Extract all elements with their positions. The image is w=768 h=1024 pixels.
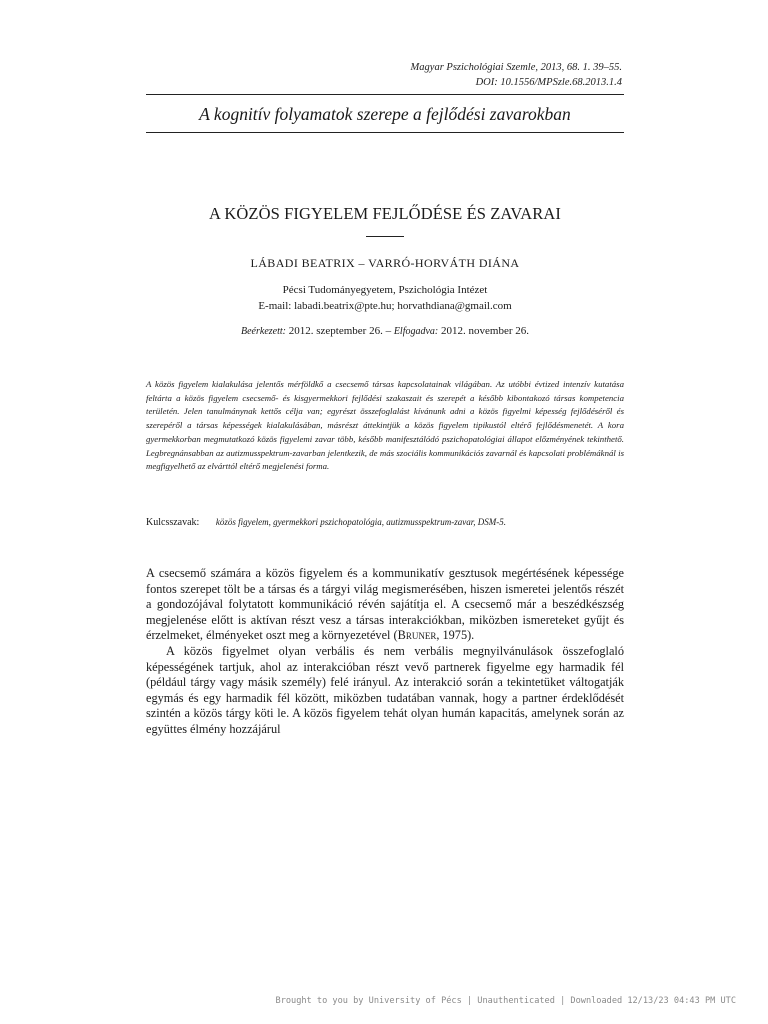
affiliation: Pécsi Tudományegyetem, Pszichológia Intézet <box>282 284 488 296</box>
header-rule-top <box>146 94 624 95</box>
keywords-values: közös figyelem, gyermekkori pszichopatológia, autizmusspektrum-zavar, DSM-5. <box>215 517 507 527</box>
article-title: A KÖZÖS FIGYELEM FEJLŐDÉSE ÉS ZAVARAI <box>209 204 561 223</box>
journal-citation <box>411 60 622 90</box>
author-names: LÁBADI BEATRIX – VARRÓ-HORVÁTH DIÁNA <box>250 256 520 270</box>
received-label: Beérkezett: <box>241 326 286 337</box>
header-rule-bottom <box>146 132 624 133</box>
keywords-label: Kulcsszavak: <box>146 517 200 528</box>
citation-line: Magyar Pszichológiai Szemle, 2013, 68. 1. 39–55. <box>410 62 622 73</box>
citation-author: Bruner <box>397 628 437 643</box>
keywords <box>146 515 624 530</box>
author-email: E-mail: labadi.beatrix@pte.hu; horvathdiana@gmail.com <box>258 300 512 312</box>
body-paragraph-1 <box>146 566 624 644</box>
paragraph-1-text: A csecsemő számára a közös figyelem és a kommunikatív gesztusok megértésének képessége fontos szerepet tölt be a társas és a tárgyi világ megismerésében, hiszen ismeretei jelentős részét a gondozójával folytatott kommunikáció révén sajátítja el. A csecsemő már a beszédkészség megjelenése előtt is aktívan részt vesz a társas interakciókban, miközben ismereteket gyűjt és érzelmeket, élményeket oszt meg a környezetével ( <box>146 566 624 643</box>
body-paragraph-2: A közös figyelmet olyan verbális és nem verbális megnyilvánulások összefoglaló képességének tartjuk, ahol az interakcióban részt vevő partnerek figyelme egy harmadik fél (például tárgy vagy másik személy) felé irányul. Az interakció során a tekintetüket váltogatják egymás és egy harmadik fél között, miközben tudatában vannak, hogy a partner érdeklődését szintén a közös tárgy köti le. A közös figyelem tehát olyan humán kapacitás, amelynek során az együttes élmény hozzájárul <box>146 643 624 736</box>
body-text <box>146 566 624 738</box>
accepted-label: Elfogadva: <box>393 326 439 337</box>
abstract: A közös figyelem kialakulása jelentős mérföldkő a csecsemő társas kapcsolatainak világában. Az utóbbi évtized intenzív kutatása feltárta a közös figyelem csecsemő- és kisgyermekkori fejlődési szakaszait és szerepét a később kibontakozó társas kompetencia területén. Jelen tanulmánynak kettős célja van; egyrészt összefoglalást kívánunk adni a közös figyelmi képesség fejlődéséről és szerepéről a társas képességek kialakulásában, másrészt áttekintjük a közös figyelem tipikustól eltérő fejlődésmenetét. A kora gyermekkorban megmutatkozó közös figyelemi zavar több, később manifesztálódó pszichopatológiai állapot előzményének tekinthető. Legbregnánsabban az autizmusspektrum-zavarban jelentkezik, de más szociális kommunikációs zavarnál és kapcsolati problémáknál is megfigyelhető az elvárttól eltérő megjelenési forma. <box>146 379 624 472</box>
download-footer: Brought to you by University of Pécs | Unauthenticated | Downloaded 12/13/23 04:43 PM UTC <box>275 996 736 1006</box>
doi-line: DOI: 10.1556/MPSzle.68.2013.1.4 <box>475 77 622 88</box>
affiliation-block <box>146 282 624 314</box>
article-dates <box>146 325 624 337</box>
accepted-date: 2012. november 26. <box>438 325 529 337</box>
running-title: A kognitív folyamatok szerepe a fejlődési zavarokban <box>199 104 571 124</box>
title-separator <box>366 236 404 237</box>
received-date: 2012. szeptember 26. – <box>285 325 394 337</box>
paragraph-1-end: , 1975). <box>436 628 475 643</box>
